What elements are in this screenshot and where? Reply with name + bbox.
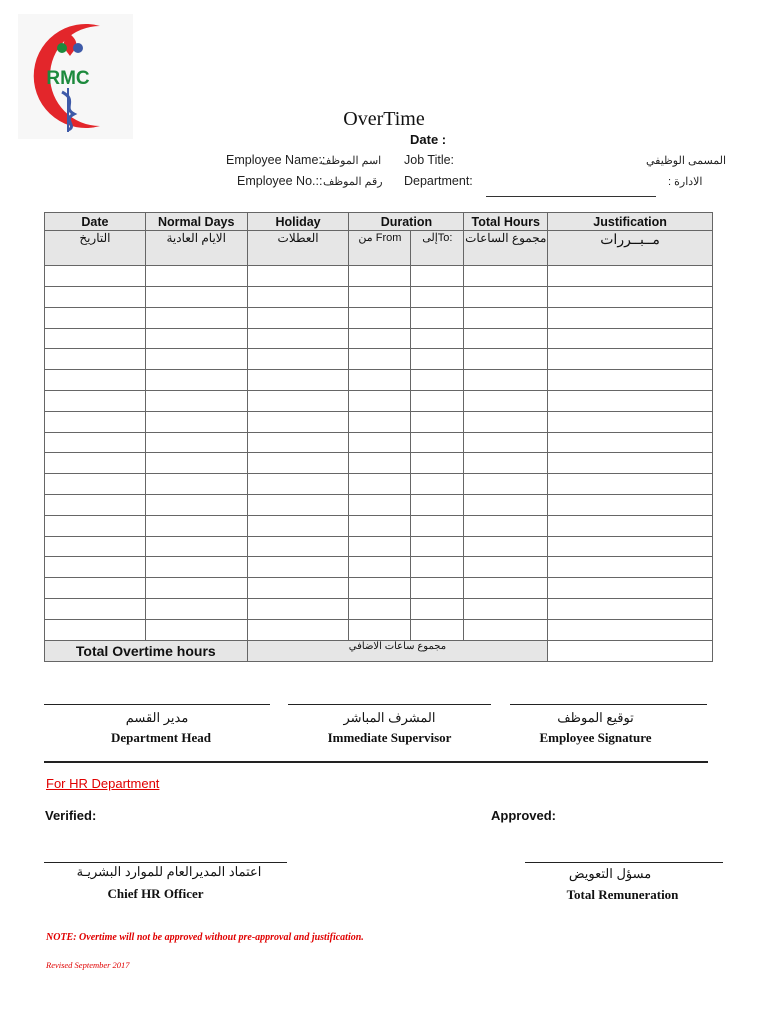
justification-cell[interactable] <box>548 536 713 557</box>
to-cell[interactable] <box>411 495 464 516</box>
normal-days-cell[interactable] <box>145 328 247 349</box>
table-row <box>45 474 713 495</box>
date-cell[interactable] <box>45 474 146 495</box>
header-holiday-ar: العطلات <box>247 231 349 266</box>
header-to: إلىTo: <box>411 231 464 266</box>
justification-cell[interactable] <box>548 599 713 620</box>
justification-cell[interactable] <box>548 307 713 328</box>
total-overtime-label: Total Overtime hours <box>45 640 248 661</box>
total-hours-cell[interactable] <box>464 370 548 391</box>
date-cell[interactable] <box>45 307 146 328</box>
table-row <box>45 536 713 557</box>
from-cell[interactable] <box>349 328 411 349</box>
total-hours-cell[interactable] <box>464 349 548 370</box>
total-hours-cell[interactable] <box>464 599 548 620</box>
header-holiday: Holiday <box>247 213 349 231</box>
table-row <box>45 578 713 599</box>
total-overtime-label-ar: مجموع ساعات الاضافي <box>247 640 548 661</box>
date-cell[interactable] <box>45 411 146 432</box>
total-hours-cell[interactable] <box>464 286 548 307</box>
to-cell[interactable] <box>411 599 464 620</box>
from-cell[interactable] <box>349 411 411 432</box>
table-row <box>45 599 713 620</box>
justification-cell[interactable] <box>548 453 713 474</box>
to-cell[interactable] <box>411 453 464 474</box>
total-hours-cell[interactable] <box>464 411 548 432</box>
from-cell[interactable] <box>349 390 411 411</box>
normal-days-cell[interactable] <box>145 474 247 495</box>
normal-days-cell[interactable] <box>145 536 247 557</box>
from-cell[interactable] <box>349 599 411 620</box>
to-cell[interactable] <box>411 432 464 453</box>
justification-cell[interactable] <box>548 495 713 516</box>
to-cell[interactable] <box>411 370 464 391</box>
normal-days-cell[interactable] <box>145 390 247 411</box>
from-cell[interactable] <box>349 307 411 328</box>
date-cell[interactable] <box>45 266 146 287</box>
justification-cell[interactable] <box>548 557 713 578</box>
total-hours-cell[interactable] <box>464 557 548 578</box>
to-cell[interactable] <box>411 307 464 328</box>
total-hours-cell[interactable] <box>464 328 548 349</box>
total-hours-cell[interactable] <box>464 578 548 599</box>
chief-hr-signature-line[interactable] <box>44 862 287 863</box>
from-cell[interactable] <box>349 286 411 307</box>
holiday-cell[interactable] <box>247 599 349 620</box>
remuneration-label-ar: مسؤل التعويض <box>568 866 652 881</box>
from-cell[interactable] <box>349 515 411 536</box>
supervisor-label: Immediate Supervisor <box>327 730 452 745</box>
justification-cell[interactable] <box>548 328 713 349</box>
employee-signature-label: Employee Signature <box>539 730 652 745</box>
justification-cell[interactable] <box>548 474 713 495</box>
date-cell[interactable] <box>45 432 146 453</box>
from-cell[interactable] <box>349 432 411 453</box>
normal-days-cell[interactable] <box>145 349 247 370</box>
holiday-cell[interactable] <box>247 453 349 474</box>
holiday-cell[interactable] <box>247 307 349 328</box>
to-cell[interactable] <box>411 349 464 370</box>
date-cell[interactable] <box>45 453 146 474</box>
employee-name-label: Employee Name:: <box>226 153 326 167</box>
justification-cell[interactable] <box>548 390 713 411</box>
section-divider <box>44 761 708 763</box>
total-overtime-value-cell[interactable] <box>548 640 713 661</box>
holiday-cell[interactable] <box>247 370 349 391</box>
from-cell[interactable] <box>349 557 411 578</box>
table-row <box>45 495 713 516</box>
total-hours-cell[interactable] <box>464 619 548 640</box>
department-label-ar: الادارة : <box>668 176 703 188</box>
table-row <box>45 286 713 307</box>
header-duration: Duration <box>349 213 464 231</box>
department-input-line[interactable] <box>486 196 656 197</box>
date-cell[interactable] <box>45 390 146 411</box>
date-cell[interactable] <box>45 495 146 516</box>
total-hours-cell[interactable] <box>464 495 548 516</box>
table-row <box>45 370 713 391</box>
total-hours-cell[interactable] <box>464 307 548 328</box>
holiday-cell[interactable] <box>247 286 349 307</box>
total-hours-cell[interactable] <box>464 474 548 495</box>
justification-cell[interactable] <box>548 349 713 370</box>
chief-hr-label: Chief HR Officer <box>107 886 204 901</box>
table-row <box>45 266 713 287</box>
holiday-cell[interactable] <box>247 349 349 370</box>
from-cell[interactable] <box>349 266 411 287</box>
total-hours-cell[interactable] <box>464 390 548 411</box>
header-justification: Justification <box>548 213 713 231</box>
department-head-label: Department Head <box>110 730 211 745</box>
table-row <box>45 515 713 536</box>
department-head-signature-line[interactable] <box>44 704 270 705</box>
table-row <box>45 390 713 411</box>
justification-cell[interactable] <box>548 266 713 287</box>
holiday-cell[interactable] <box>247 557 349 578</box>
date-cell[interactable] <box>45 599 146 620</box>
normal-days-cell[interactable] <box>145 370 247 391</box>
header-total-hours-ar: مجموع الساعات <box>464 231 548 266</box>
table-row <box>45 619 713 640</box>
svg-text:RMC: RMC <box>46 68 90 89</box>
justification-cell[interactable] <box>548 286 713 307</box>
supervisor-label-ar: المشرف المباشر <box>343 710 436 725</box>
holiday-cell[interactable] <box>247 619 349 640</box>
employee-no-label: Employee No.:: <box>237 174 323 188</box>
header-total-hours: Total Hours <box>464 213 548 231</box>
revision-date: Revised September 2017 <box>46 960 130 970</box>
holiday-cell[interactable] <box>247 474 349 495</box>
justification-cell[interactable] <box>548 515 713 536</box>
holiday-cell[interactable] <box>247 266 349 287</box>
hr-department-heading: For HR Department <box>46 776 160 791</box>
remuneration-signature-line[interactable] <box>525 862 723 863</box>
normal-days-cell[interactable] <box>145 495 247 516</box>
overtime-table <box>44 212 713 662</box>
employee-signature-label-ar: توقيع الموظف <box>557 710 634 725</box>
employee-name-label-ar: اسم الموظف <box>320 155 382 167</box>
table-row <box>45 411 713 432</box>
to-cell[interactable] <box>411 286 464 307</box>
header-normal-days-ar: الايام العادية <box>145 231 247 266</box>
holiday-cell[interactable] <box>247 515 349 536</box>
supervisor-signature-line[interactable] <box>288 704 491 705</box>
from-cell[interactable] <box>349 619 411 640</box>
holiday-cell[interactable] <box>247 328 349 349</box>
normal-days-cell[interactable] <box>145 411 247 432</box>
to-cell[interactable] <box>411 390 464 411</box>
date-cell[interactable] <box>45 619 146 640</box>
to-cell[interactable] <box>411 515 464 536</box>
approved-label: Approved: <box>491 808 556 823</box>
date-cell[interactable] <box>45 286 146 307</box>
remuneration-label: Total Remuneration <box>566 887 679 902</box>
date-cell[interactable] <box>45 557 146 578</box>
normal-days-cell[interactable] <box>145 557 247 578</box>
date-cell[interactable] <box>45 515 146 536</box>
date-cell[interactable] <box>45 328 146 349</box>
justification-cell[interactable] <box>548 578 713 599</box>
from-cell[interactable] <box>349 453 411 474</box>
total-hours-cell[interactable] <box>464 432 548 453</box>
holiday-cell[interactable] <box>247 411 349 432</box>
table-row <box>45 557 713 578</box>
normal-days-cell[interactable] <box>145 266 247 287</box>
header-justification-ar: مــبــررات <box>548 231 713 266</box>
date-cell[interactable] <box>45 349 146 370</box>
justification-cell[interactable] <box>548 619 713 640</box>
to-cell[interactable] <box>411 578 464 599</box>
normal-days-cell[interactable] <box>145 307 247 328</box>
verified-label: Verified: <box>45 808 97 823</box>
total-hours-cell[interactable] <box>464 453 548 474</box>
from-cell[interactable] <box>349 349 411 370</box>
job-title-label-ar: المسمى الوظيفي <box>646 155 727 167</box>
justification-cell[interactable] <box>548 370 713 391</box>
holiday-cell[interactable] <box>247 578 349 599</box>
from-cell[interactable] <box>349 536 411 557</box>
to-cell[interactable] <box>411 474 464 495</box>
normal-days-cell[interactable] <box>145 453 247 474</box>
employee-signature-line[interactable] <box>510 704 707 705</box>
to-cell[interactable] <box>411 328 464 349</box>
from-cell[interactable] <box>349 578 411 599</box>
normal-days-cell[interactable] <box>145 432 247 453</box>
normal-days-cell[interactable] <box>145 515 247 536</box>
total-hours-cell[interactable] <box>464 515 548 536</box>
normal-days-cell[interactable] <box>145 578 247 599</box>
header-normal-days: Normal Days <box>145 213 247 231</box>
header-date-ar: التاريخ <box>45 231 146 266</box>
holiday-cell[interactable] <box>247 390 349 411</box>
employee-no-label-ar: رقم الموظف <box>323 176 383 188</box>
to-cell[interactable] <box>411 266 464 287</box>
date-cell[interactable] <box>45 536 146 557</box>
chief-hr-label-ar: اعتماد المديرالعام للموارد البشريـة <box>76 864 262 879</box>
date-cell[interactable] <box>45 370 146 391</box>
holiday-cell[interactable] <box>247 495 349 516</box>
total-hours-cell[interactable] <box>464 536 548 557</box>
to-cell[interactable] <box>411 619 464 640</box>
table-row <box>45 432 713 453</box>
justification-cell[interactable] <box>548 432 713 453</box>
table-row <box>45 349 713 370</box>
table-row <box>45 453 713 474</box>
to-cell[interactable] <box>411 411 464 432</box>
normal-days-cell[interactable] <box>145 599 247 620</box>
from-cell[interactable] <box>349 495 411 516</box>
justification-cell[interactable] <box>548 411 713 432</box>
date-cell[interactable] <box>45 578 146 599</box>
header-date: Date <box>45 213 146 231</box>
normal-days-cell[interactable] <box>145 619 247 640</box>
normal-days-cell[interactable] <box>145 286 247 307</box>
holiday-cell[interactable] <box>247 536 349 557</box>
from-cell[interactable] <box>349 474 411 495</box>
holiday-cell[interactable] <box>247 432 349 453</box>
from-cell[interactable] <box>349 370 411 391</box>
department-head-label-ar: مدير القسم <box>125 710 189 725</box>
total-hours-cell[interactable] <box>464 266 548 287</box>
to-cell[interactable] <box>411 557 464 578</box>
date-label: Date : <box>410 132 447 147</box>
job-title-label: Job Title: <box>404 153 455 167</box>
to-cell[interactable] <box>411 536 464 557</box>
form-title: OverTime <box>343 108 425 130</box>
table-row <box>45 307 713 328</box>
table-row <box>45 328 713 349</box>
header-from: من From <box>349 231 411 266</box>
department-label: Department: <box>404 174 473 188</box>
approval-note: NOTE: Overtime will not be approved without pre-approval and justification. <box>46 932 364 943</box>
